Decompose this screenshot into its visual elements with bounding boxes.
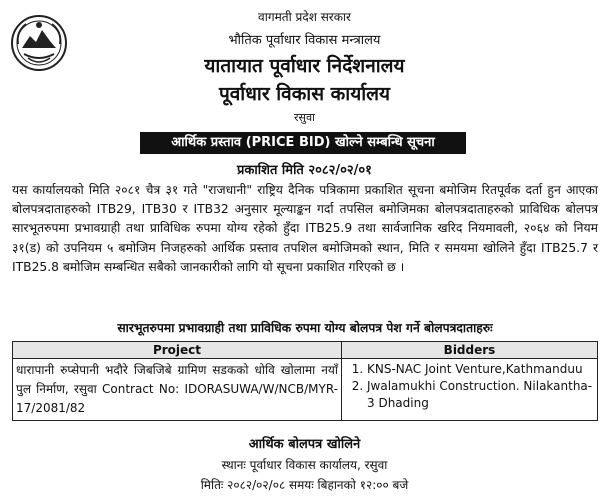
bidders-list: [345, 361, 594, 412]
office-name: पूर्वाधार विकास कार्यालय: [218, 83, 391, 105]
column-header-project: Project: [13, 342, 342, 359]
bidders-cell: [342, 359, 598, 421]
list-item: 1. KNS-NAC Joint Venture,Kathmanduu: [367, 361, 594, 378]
ministry-name: भौतिक पूर्वाधार विकास मन्त्रालय: [228, 33, 381, 48]
table-row: [13, 359, 598, 421]
office-location: रसुवा: [294, 111, 315, 124]
directorate-name: यातायात पूर्वाधार निर्देशनालय: [204, 55, 405, 77]
project-description: धारापानी रुप्सेपानी भदौरे जिबजिबे ग्रामिण सडकको धोवि खोलामा नयाँ पुल निर्माण, रसुवा Contract No: IDORASUWA/W/NCB/MYR-17/2081/82: [13, 359, 342, 421]
column-header-bidders: Bidders: [342, 342, 598, 359]
notice-body: यस कार्यालयको मिति २०८१ चैत्र ३१ गते "राजधानी" राष्ट्रिय दैनिक पत्रिकामा प्रकाशित सूचना बमोजिम रितपूर्वक दर्ता हुन आएका बोलपत्रदाताहरुको ITB29, ITB30 र ITB32 अनुसार मूल्याङ्कन गर्दा तपसिल बमोजिमका बोलपत्रदाताहरुको प्राविधिक बोलपत्र सारभूतरुपमा प्रभावग्राही तथा प्राविधिक रुपमा योग्य रहेको हुँदा ITB25.9 तथा सार्वजानिक खरिद नियमावली, २०६४ को नियम ३१(ड) को उपनियम ५ बमोजिम निजहरुको आर्थिक प्रस्ताव तपशिल बमोजिमको स्थान, मिति र समयमा खोलिने हुँदा ITB25.7 र ITB25.8 बमोजिम सम्बन्धित सबैको जानकारीको लागि यो सूचना प्रकाशित गरिएको छ ।: [12, 183, 598, 274]
bidders-table: [12, 341, 598, 421]
table-header-row: [13, 342, 598, 359]
published-date: प्रकाशित मिति २०८२/०२/०१: [237, 163, 372, 178]
government-name: वागमती प्रदेश सरकार: [258, 10, 351, 24]
notice-title-banner: आर्थिक प्रस्ताव (PRICE BID) खोल्ने सम्बन्धि सूचना: [140, 132, 466, 154]
opening-date-time: मितिः २०८२/०२/०८ समयः बिहानको १२:०० बजे: [200, 478, 409, 492]
opening-place: स्थानः पूर्वाधार विकास कार्यालय, रसुवा: [221, 458, 388, 472]
opening-title: आर्थिक बोलपत्र खोलिने: [248, 437, 361, 452]
list-item: 2. Jwalamukhi Construction. Nilakantha-3 Dhading: [367, 378, 594, 412]
bidders-heading: सारभूतरुपमा प्रभावग्राही तथा प्राविधिक रुपमा योग्य बोलपत्र पेश गर्ने बोलपत्रदाताहरुः: [117, 321, 493, 335]
